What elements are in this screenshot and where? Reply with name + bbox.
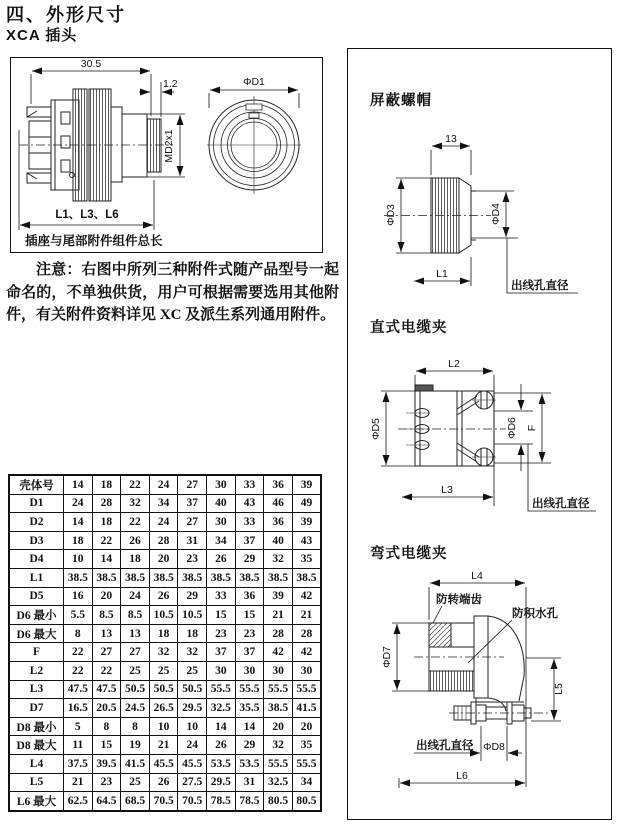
- table-cell: 42: [292, 587, 321, 606]
- table-cell: 53.5: [207, 754, 236, 773]
- table-cell: 50.5: [121, 680, 150, 699]
- table-cell: 19: [121, 736, 150, 755]
- table-cell: 41.5: [292, 699, 321, 718]
- table-cell: 39.5: [92, 754, 121, 773]
- main-connector-drawing: [10, 57, 323, 253]
- table-row-label: L5: [9, 773, 64, 792]
- table-corner-cell: 壳体号: [9, 475, 64, 494]
- table-cell: 20: [92, 587, 121, 606]
- table-header-cell: 33: [235, 475, 264, 494]
- table-cell: 18: [64, 531, 93, 550]
- table-row-label: D6 最小: [9, 606, 64, 625]
- table-cell: 43: [235, 494, 264, 513]
- table-row-label: D2: [9, 513, 64, 532]
- table-cell: 20.5: [92, 699, 121, 718]
- table-cell: 10: [178, 717, 207, 736]
- table-cell: 36: [264, 513, 293, 532]
- table-row-label: D8 最大: [9, 736, 64, 755]
- table-cell: 27: [121, 643, 150, 662]
- table-cell: 10.5: [149, 606, 178, 625]
- table-cell: 42: [264, 643, 293, 662]
- table-cell: 80.5: [264, 792, 293, 811]
- dim-length-group: L1、L3、L6: [55, 209, 119, 221]
- dim-d1: ΦD1: [243, 76, 265, 88]
- shield-nut-drawing: [356, 111, 604, 306]
- bent-teeth-label: 防转端齿: [436, 594, 482, 606]
- dim-thread: MD2x1: [163, 129, 175, 163]
- table-cell: 30: [207, 513, 236, 532]
- table-cell: 35: [292, 736, 321, 755]
- table-cell: 31: [178, 531, 207, 550]
- bent-outlet-label: 出线孔直径: [416, 740, 474, 752]
- table-cell: 25: [121, 773, 150, 792]
- straight-outlet-label: 出线孔直径: [532, 498, 590, 510]
- bent-drain-label: 防积水孔: [512, 608, 558, 620]
- table-cell: 31: [235, 773, 264, 792]
- table-cell: 32: [178, 643, 207, 662]
- table-cell: 38.5: [292, 568, 321, 587]
- straight-dim-d6: ΦD6: [506, 417, 518, 439]
- table-cell: 45.5: [178, 754, 207, 773]
- bent-dim-d7: ΦD7: [381, 646, 393, 668]
- table-cell: 35.5: [235, 699, 264, 718]
- table-cell: 22: [92, 661, 121, 680]
- table-cell: 26: [207, 550, 236, 569]
- table-cell: 38.5: [121, 568, 150, 587]
- shield-dim-13: 13: [445, 133, 457, 145]
- table-cell: 64.5: [92, 792, 121, 811]
- table-cell: 55.5: [264, 680, 293, 699]
- table-cell: 28: [264, 624, 293, 643]
- shield-dim-l1: L1: [436, 268, 448, 280]
- table-cell: 70.5: [178, 792, 207, 811]
- table-row-label: D1: [9, 494, 64, 513]
- table-cell: 23: [207, 624, 236, 643]
- table-cell: 40: [207, 494, 236, 513]
- product-title: XCA 插头: [6, 27, 78, 44]
- table-row-label: D5: [9, 587, 64, 606]
- table-cell: 23: [178, 550, 207, 569]
- table-cell: 78.5: [207, 792, 236, 811]
- accessories-panel: [347, 48, 612, 820]
- table-row-label: L1: [9, 568, 64, 587]
- table-cell: 8.5: [92, 606, 121, 625]
- straight-dim-l3: L3: [441, 484, 453, 496]
- table-row-label: L2: [9, 661, 64, 680]
- table-cell: 25: [178, 661, 207, 680]
- table-cell: 27.5: [178, 773, 207, 792]
- table-cell: 24: [64, 494, 93, 513]
- table-cell: 15: [235, 606, 264, 625]
- straight-clamp-drawing: [356, 346, 604, 551]
- table-header-cell: 24: [149, 475, 178, 494]
- table-cell: 46: [264, 494, 293, 513]
- table-cell: 50.5: [178, 680, 207, 699]
- table-header-cell: 36: [264, 475, 293, 494]
- drawing-caption: 插座与尾部附件组件总长: [25, 234, 163, 248]
- table-cell: 27: [92, 643, 121, 662]
- table-cell: 50.5: [149, 680, 178, 699]
- table-row: [9, 754, 321, 773]
- table-cell: 45.5: [149, 754, 178, 773]
- table-cell: 8: [92, 717, 121, 736]
- table-cell: 55.5: [264, 754, 293, 773]
- table-cell: 22: [64, 643, 93, 662]
- table-cell: 14: [92, 550, 121, 569]
- connector-side-view: [19, 89, 173, 201]
- table-cell: 21: [149, 736, 178, 755]
- table-row-label: D4: [9, 550, 64, 569]
- table-cell: 18: [121, 550, 150, 569]
- table-cell: 80.5: [292, 792, 321, 811]
- table-cell: 55.5: [235, 680, 264, 699]
- table-row: [9, 643, 321, 662]
- shield-nut-title: 屏蔽螺帽: [370, 93, 432, 109]
- table-header-row: [9, 475, 321, 494]
- table-cell: 10.5: [178, 606, 207, 625]
- table-cell: 34: [149, 494, 178, 513]
- table-cell: 41.5: [121, 754, 150, 773]
- table-cell: 78.5: [235, 792, 264, 811]
- table-row: [9, 699, 321, 718]
- table-cell: 24: [149, 513, 178, 532]
- table-row-label: F: [9, 643, 64, 662]
- table-cell: 37: [235, 643, 264, 662]
- shield-outlet-label: 出线孔直径: [511, 280, 569, 292]
- table-cell: 10: [64, 550, 93, 569]
- table-header-cell: 39: [292, 475, 321, 494]
- table-cell: 5.5: [64, 606, 93, 625]
- table-cell: 38.5: [235, 568, 264, 587]
- table-cell: 28: [292, 624, 321, 643]
- table-row-label: D3: [9, 531, 64, 550]
- table-cell: 47.5: [92, 680, 121, 699]
- table-cell: 8.5: [121, 606, 150, 625]
- table-header-cell: 18: [92, 475, 121, 494]
- table-cell: 21: [64, 773, 93, 792]
- table-cell: 70.5: [149, 792, 178, 811]
- table-cell: 30: [292, 661, 321, 680]
- table-row: [9, 587, 321, 606]
- table-cell: 8: [121, 717, 150, 736]
- table-row-label: D8 最小: [9, 717, 64, 736]
- table-cell: 29: [178, 587, 207, 606]
- table-row-label: D7: [9, 699, 64, 718]
- table-cell: 32: [121, 494, 150, 513]
- table-cell: 24.5: [121, 699, 150, 718]
- table-cell: 25: [149, 661, 178, 680]
- table-row-label: L3: [9, 680, 64, 699]
- table-header-cell: 14: [64, 475, 93, 494]
- table-cell: 32.5: [264, 773, 293, 792]
- table-cell: 29: [235, 736, 264, 755]
- bent-dim-l6: L6: [456, 770, 468, 782]
- table-cell: 15: [92, 736, 121, 755]
- straight-dim-f: F: [526, 424, 538, 432]
- table-cell: 11: [64, 736, 93, 755]
- table-row: [9, 773, 321, 792]
- connector-front-view: [207, 96, 301, 194]
- table-cell: 27: [178, 513, 207, 532]
- table-row: [9, 494, 321, 513]
- table-cell: 33: [207, 587, 236, 606]
- table-row: [9, 661, 321, 680]
- table-cell: 53.5: [235, 754, 264, 773]
- table-cell: 32.5: [207, 699, 236, 718]
- table-cell: 35: [292, 550, 321, 569]
- table-header-cell: 22: [121, 475, 150, 494]
- table-cell: 26: [121, 531, 150, 550]
- table-cell: 38.5: [264, 699, 293, 718]
- table-cell: 38.5: [92, 568, 121, 587]
- table-cell: 23: [92, 773, 121, 792]
- table-cell: 55.5: [292, 680, 321, 699]
- table-cell: 33: [235, 513, 264, 532]
- table-cell: 38.5: [207, 568, 236, 587]
- table-cell: 32: [264, 550, 293, 569]
- table-header-cell: 27: [178, 475, 207, 494]
- table-cell: 15: [207, 606, 236, 625]
- table-cell: 8: [64, 624, 93, 643]
- table-cell: 22: [64, 661, 93, 680]
- dim-1-2: 1.2: [163, 78, 178, 90]
- table-cell: 24: [121, 587, 150, 606]
- table-cell: 30: [264, 661, 293, 680]
- shield-dim-d4: ΦD4: [490, 203, 502, 225]
- shield-dim-d3: ΦD3: [385, 204, 397, 226]
- table-cell: 38.5: [64, 568, 93, 587]
- table-cell: 16: [64, 587, 93, 606]
- table-cell: 30: [207, 661, 236, 680]
- table-cell: 26: [149, 773, 178, 792]
- table-cell: 38.5: [264, 568, 293, 587]
- table-cell: 49: [292, 494, 321, 513]
- table-row: [9, 717, 321, 736]
- table-row: [9, 680, 321, 699]
- table-cell: 22: [92, 531, 121, 550]
- table-cell: 26: [207, 736, 236, 755]
- table-cell: 55.5: [207, 680, 236, 699]
- table-row: [9, 792, 321, 811]
- table-cell: 37.5: [64, 754, 93, 773]
- dim-30-5: 30.5: [80, 58, 102, 70]
- section-title: 四、外形尺寸: [6, 5, 126, 25]
- table-row-label: L6 最大: [9, 792, 64, 811]
- table-cell: 34: [207, 531, 236, 550]
- table-cell: 34: [292, 773, 321, 792]
- table-cell: 18: [178, 624, 207, 643]
- table-cell: 28: [92, 494, 121, 513]
- straight-clamp-title: 直式电缆夹: [370, 320, 448, 336]
- table-cell: 20: [292, 717, 321, 736]
- table-cell: 20: [149, 550, 178, 569]
- table-cell: 23: [235, 624, 264, 643]
- table-row: [9, 736, 321, 755]
- table-cell: 21: [264, 606, 293, 625]
- table-cell: 26.5: [149, 699, 178, 718]
- table-cell: 18: [149, 624, 178, 643]
- table-cell: 22: [121, 513, 150, 532]
- straight-dim-l2: L2: [448, 358, 460, 370]
- table-cell: 40: [264, 531, 293, 550]
- table-cell: 21: [292, 606, 321, 625]
- bent-dim-d8: ΦD8: [483, 741, 505, 753]
- table-cell: 14: [207, 717, 236, 736]
- table-cell: 13: [121, 624, 150, 643]
- table-cell: 26: [149, 587, 178, 606]
- table-cell: 20: [264, 717, 293, 736]
- table-cell: 29.5: [207, 773, 236, 792]
- table-row: [9, 531, 321, 550]
- table-cell: 24: [178, 736, 207, 755]
- table-cell: 28: [149, 531, 178, 550]
- table-cell: 30: [235, 661, 264, 680]
- table-cell: 29: [235, 550, 264, 569]
- table-cell: 14: [64, 513, 93, 532]
- table-row: [9, 624, 321, 643]
- table-row: [9, 513, 321, 532]
- table-cell: 32: [264, 736, 293, 755]
- table-cell: 42: [292, 643, 321, 662]
- table-cell: 36: [235, 587, 264, 606]
- table-cell: 38.5: [149, 568, 178, 587]
- table-cell: 18: [92, 513, 121, 532]
- table-cell: 16.5: [64, 699, 93, 718]
- table-row: [9, 568, 321, 587]
- table-cell: 55.5: [292, 754, 321, 773]
- straight-dim-d5: ΦD5: [370, 418, 382, 440]
- table-cell: 14: [235, 717, 264, 736]
- table-row: [9, 550, 321, 569]
- table-cell: 37: [178, 494, 207, 513]
- bent-dim-l4: L4: [471, 571, 483, 582]
- table-cell: 29.5: [178, 699, 207, 718]
- bent-clamp-drawing: [354, 571, 606, 817]
- table-cell: 68.5: [121, 792, 150, 811]
- table-cell: 10: [149, 717, 178, 736]
- bent-dim-l5: L5: [553, 683, 565, 695]
- table-row: [9, 606, 321, 625]
- table-cell: 37: [207, 643, 236, 662]
- dimensions-table: [8, 474, 322, 812]
- note-paragraph: 注意：右图中所列三种附件式随产品型号一起命名的，不单独供货，用户可根据需要选用其他附件，有关附件资料详见 XC 及派生系列通用附件。: [6, 262, 339, 323]
- table-cell: 47.5: [64, 680, 93, 699]
- table-cell: 37: [235, 531, 264, 550]
- table-cell: 32: [149, 643, 178, 662]
- bent-clamp-title: 弯式电缆夹: [370, 546, 448, 562]
- table-cell: 39: [292, 513, 321, 532]
- table-cell: 13: [92, 624, 121, 643]
- table-header-cell: 30: [207, 475, 236, 494]
- table-cell: 5: [64, 717, 93, 736]
- table-cell: 38.5: [178, 568, 207, 587]
- table-cell: 25: [121, 661, 150, 680]
- table-row-label: L4: [9, 754, 64, 773]
- table-cell: 43: [292, 531, 321, 550]
- table-cell: 62.5: [64, 792, 93, 811]
- table-row-label: D6 最大: [9, 624, 64, 643]
- table-cell: 39: [264, 587, 293, 606]
